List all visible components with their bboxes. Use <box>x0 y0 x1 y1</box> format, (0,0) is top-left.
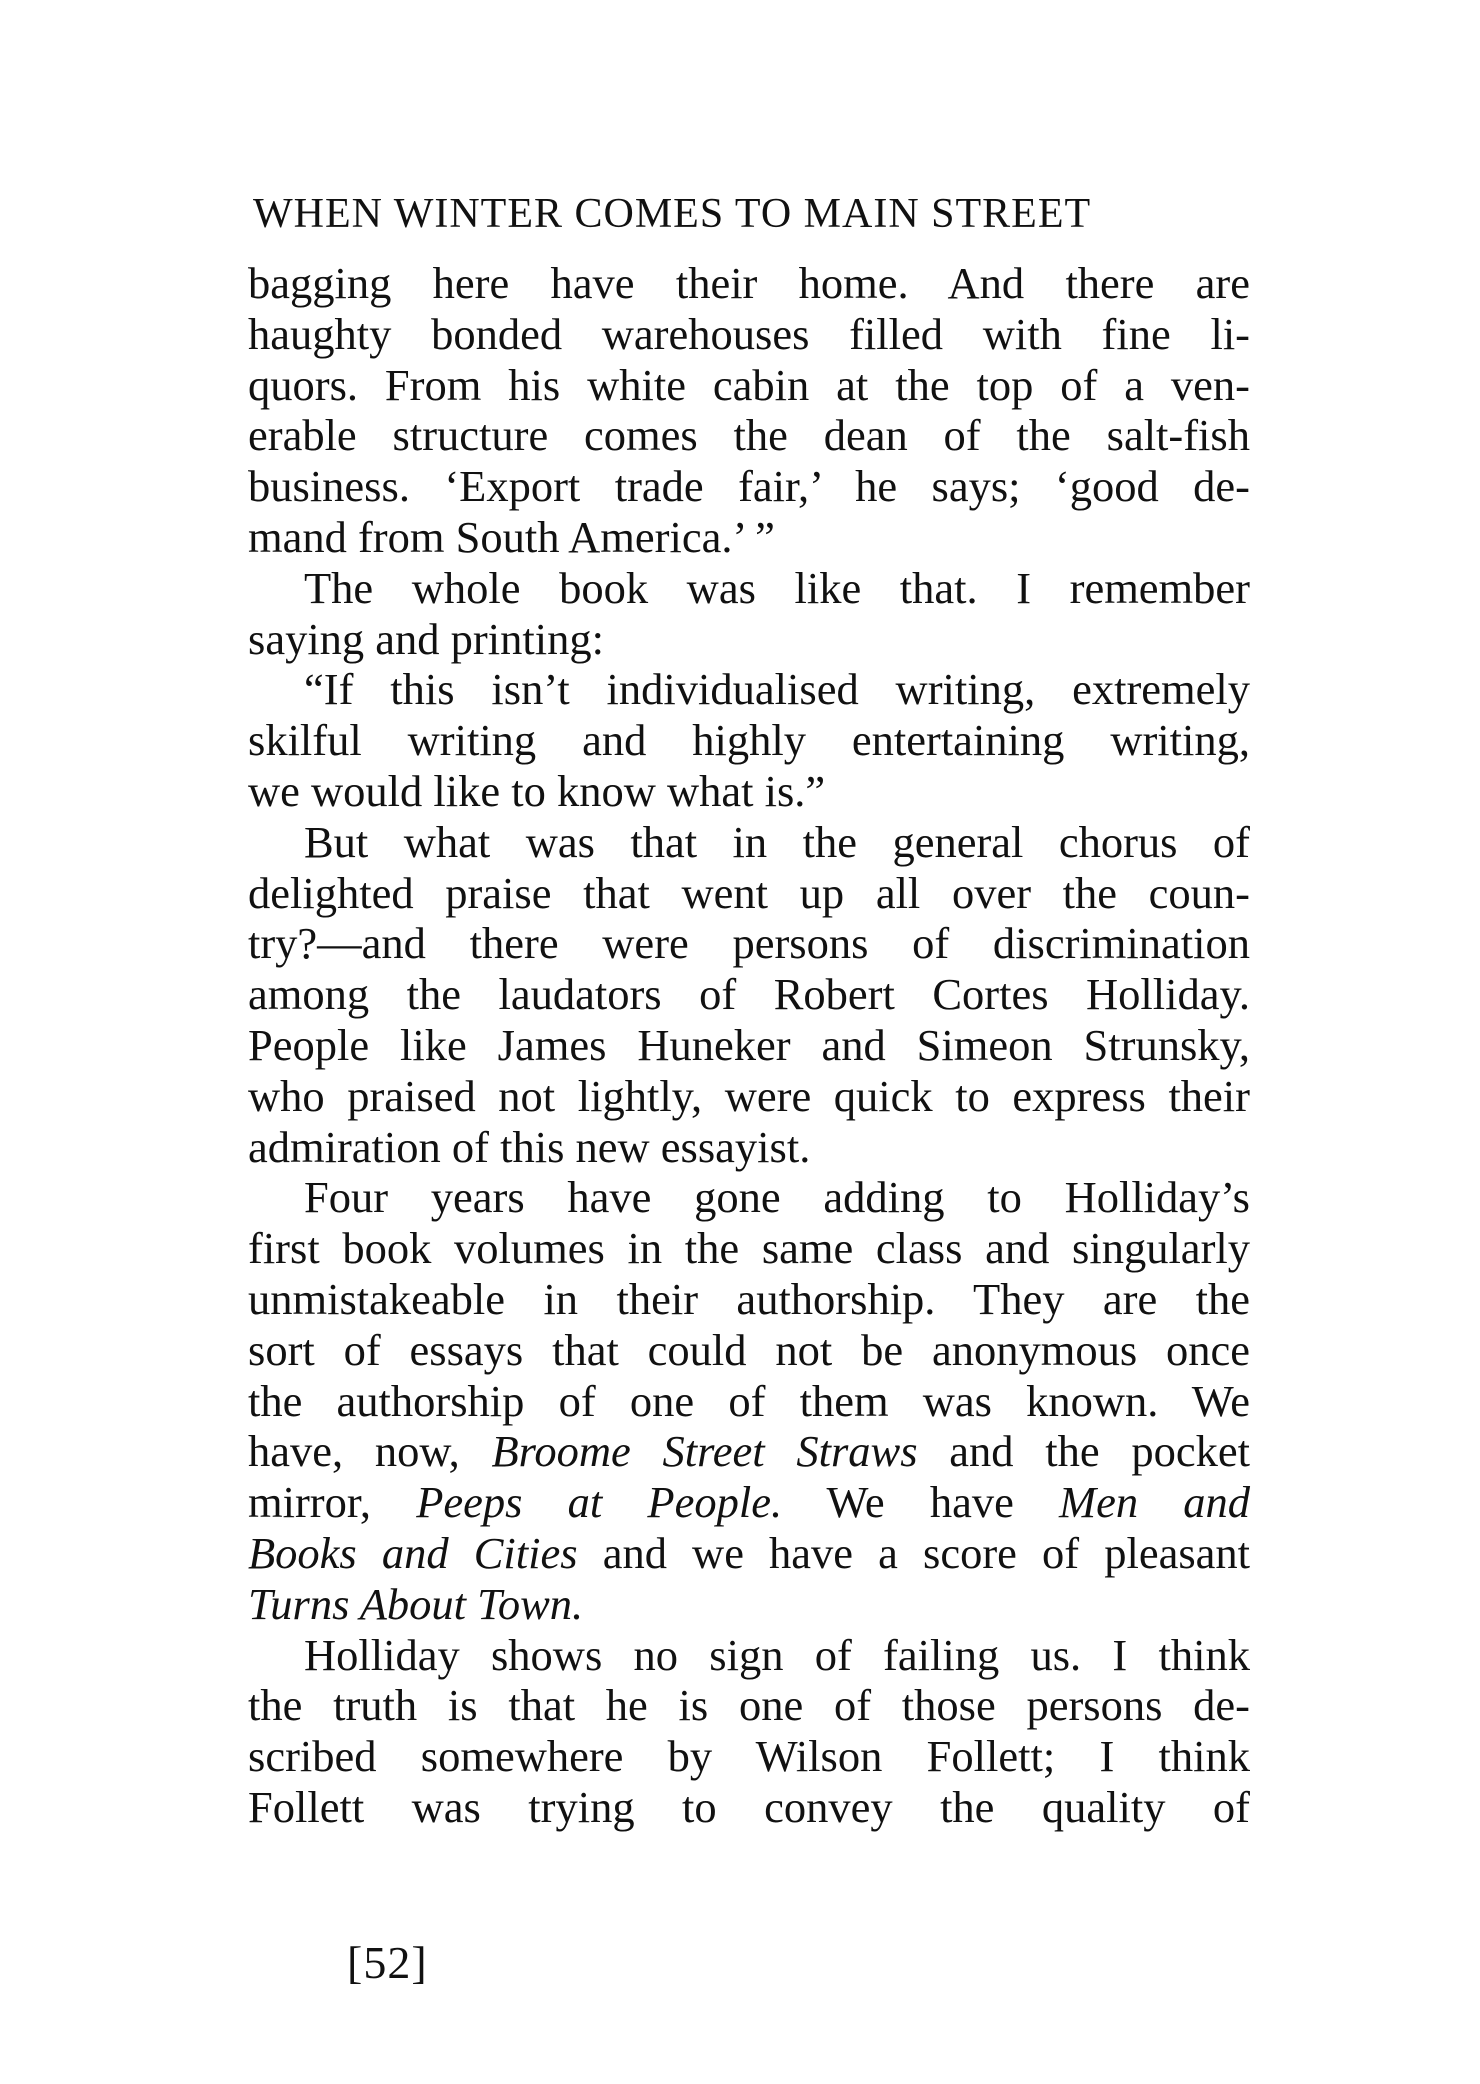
text-line <box>248 461 1250 512</box>
running-head: WHEN WINTER COMES TO MAIN STREET <box>253 191 1092 237</box>
text-run: and we have a score of pleasant <box>577 1527 1251 1578</box>
italic-title: Turns About Town. <box>248 1578 584 1629</box>
text-line <box>248 258 1250 309</box>
text-line <box>248 817 1250 868</box>
text-run: business. ‘Export trade fair,’ he says; ‘good de- <box>248 461 1250 512</box>
text-run: who praised not lightly, were quick to express their <box>248 1070 1250 1121</box>
text-run: bagging here have their home. And there are <box>248 258 1250 308</box>
text-run: we would like to know what is.” <box>248 765 826 816</box>
text-line <box>248 1630 1250 1681</box>
text-line <box>248 1528 1250 1579</box>
text-run: We have <box>782 1477 1059 1528</box>
text-line <box>248 1020 1250 1071</box>
text-line <box>248 1376 1250 1427</box>
text-run: skilful writing and highly entertaining writing, <box>248 715 1250 766</box>
text-line <box>248 410 1250 461</box>
text-run: quors. From his white cabin at the top of a ven- <box>248 359 1250 410</box>
text-line <box>248 1274 1250 1325</box>
text-run: and the pocket <box>917 1426 1251 1477</box>
text-line <box>248 563 1250 614</box>
text-line <box>248 360 1250 411</box>
text-run: try?—and there were persons of discrimination <box>248 918 1250 969</box>
text-run: “If this isn’t individualised writing, extremely <box>304 664 1250 715</box>
text-run: the authorship of one of them was known. We <box>248 1375 1250 1426</box>
text-run: sort of essays that could not be anonymous once <box>248 1324 1250 1375</box>
text-run: the truth is that he is one of those persons de- <box>248 1680 1250 1731</box>
text-line <box>248 1223 1250 1274</box>
text-line <box>248 1782 1250 1833</box>
italic-title: Books and Cities <box>248 1527 578 1578</box>
text-run: mirror, <box>248 1477 417 1528</box>
text-line <box>248 1579 1250 1630</box>
text-line <box>248 1731 1250 1782</box>
text-line <box>248 1680 1250 1731</box>
text-line <box>248 614 1250 665</box>
text-run: among the laudators of Robert Cortes Holliday. <box>248 969 1250 1020</box>
text-run: People like James Huneker and Simeon Strunsky, <box>248 1019 1250 1070</box>
text-run: But what was that in the general chorus of <box>304 816 1250 867</box>
text-run: saying and printing: <box>248 613 604 664</box>
text-line <box>248 309 1250 360</box>
text-run: Holliday shows no sign of failing us. I think <box>304 1629 1250 1680</box>
text-line <box>248 1426 1250 1477</box>
text-line <box>248 664 1250 715</box>
text-line <box>248 766 1250 817</box>
text-line <box>248 1172 1250 1223</box>
text-line <box>248 868 1250 919</box>
text-line <box>248 1477 1250 1528</box>
italic-title: Peeps at People. <box>416 1477 783 1528</box>
text-line <box>248 969 1250 1020</box>
text-line <box>248 715 1250 766</box>
text-line <box>248 1071 1250 1122</box>
page-number: [52] <box>347 1937 428 1988</box>
text-run: haughty bonded warehouses filled with fine li- <box>248 308 1250 359</box>
text-line <box>248 1122 1250 1173</box>
text-run: admiration of this new essayist. <box>248 1121 811 1172</box>
italic-title: Men and <box>1059 1477 1250 1528</box>
text-run: Four years have gone adding to Holliday’s <box>304 1172 1250 1223</box>
text-line <box>248 918 1250 969</box>
body-text <box>248 258 1250 1833</box>
text-run: first book volumes in the same class and singularly <box>248 1223 1250 1274</box>
text-run: have, now, <box>248 1426 492 1477</box>
text-run: delighted praise that went up all over the coun- <box>248 867 1250 918</box>
text-run: erable structure comes the dean of the salt-fish <box>248 410 1250 461</box>
text-run: Follett was trying to convey the quality of <box>248 1781 1250 1832</box>
text-run: unmistakeable in their authorship. They are the <box>248 1273 1250 1324</box>
text-run: The whole book was like that. I remember <box>304 562 1250 613</box>
text-run: mand from South America.’ ” <box>248 511 775 562</box>
italic-title: Broome Street Straws <box>491 1426 918 1477</box>
text-line <box>248 512 1250 563</box>
text-run: scribed somewhere by Wilson Follett; I think <box>248 1731 1250 1782</box>
text-line <box>248 1325 1250 1376</box>
